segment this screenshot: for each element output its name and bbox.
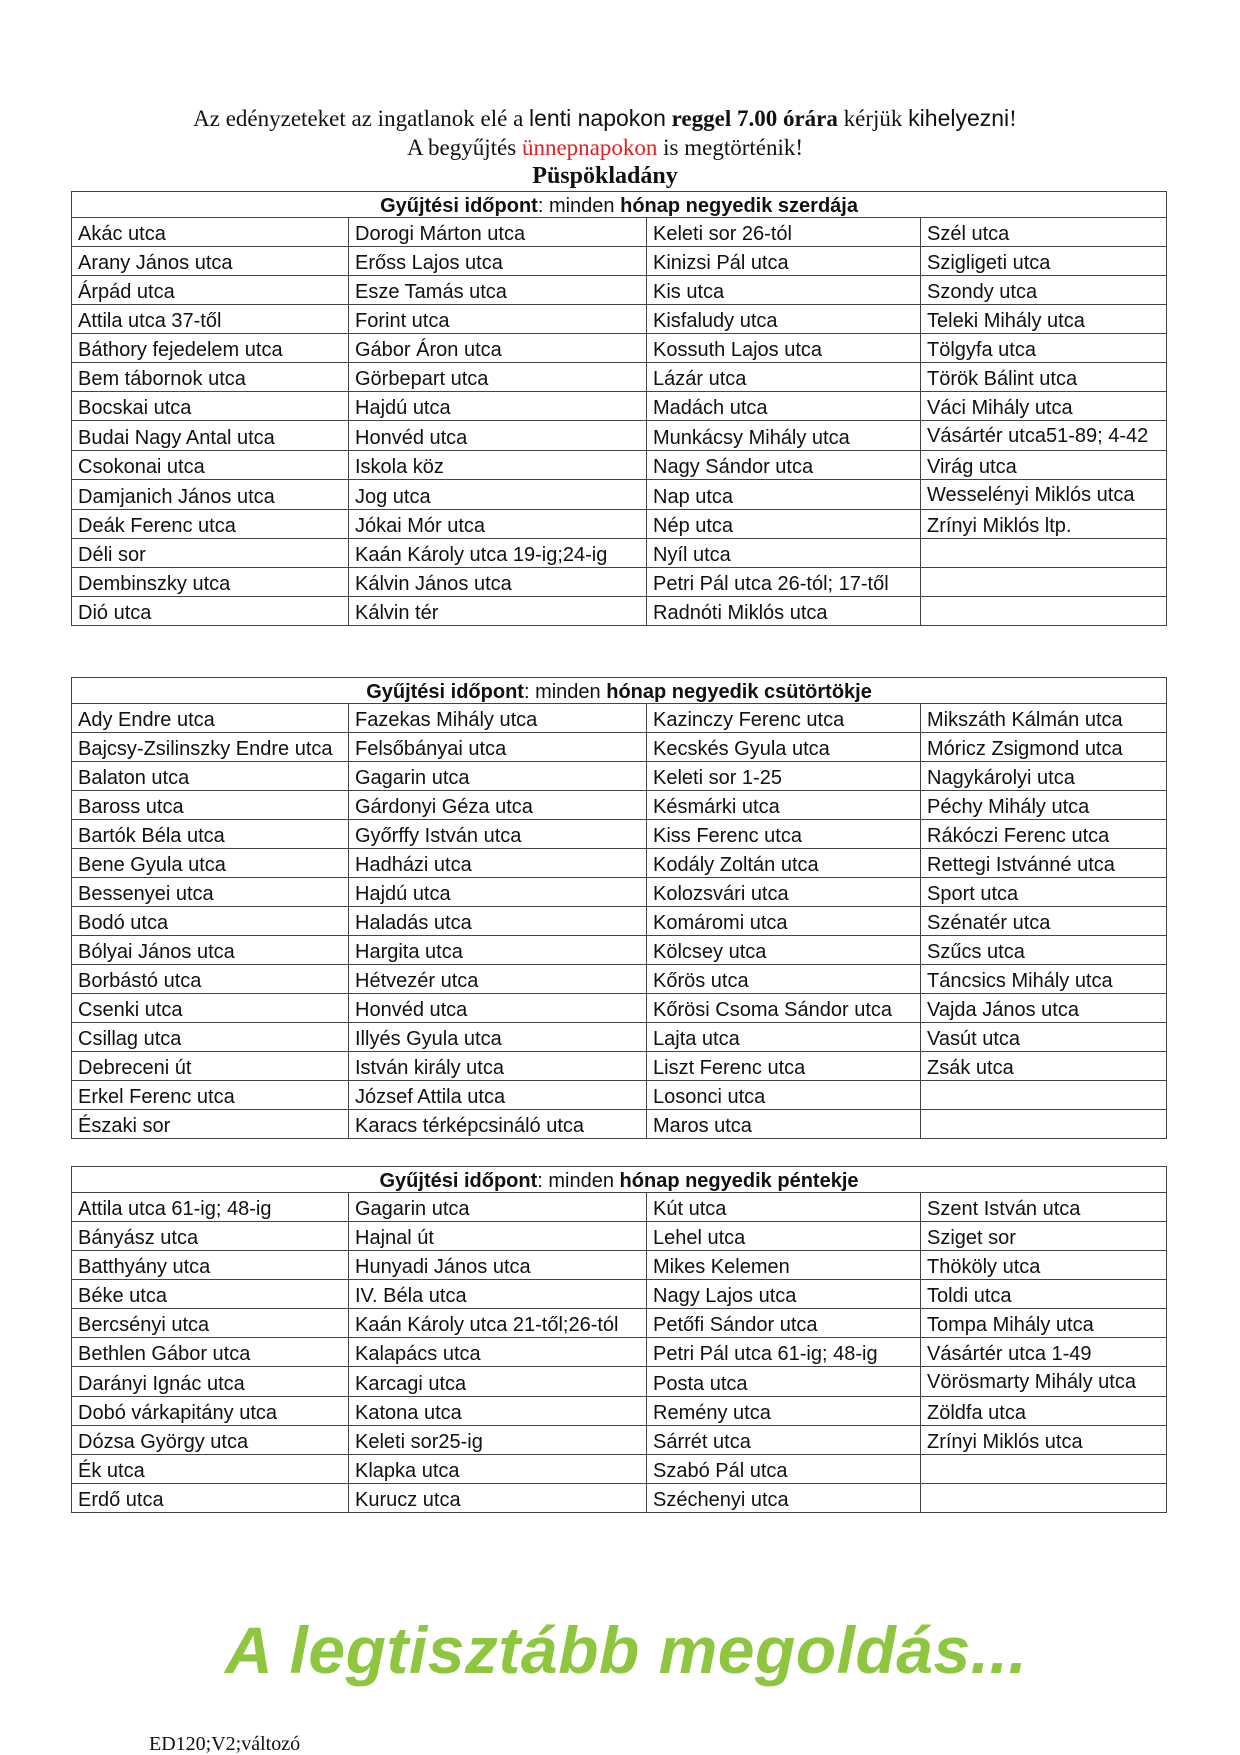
street-cell: Bem tábornok utca <box>72 363 349 392</box>
street-cell: Vörösmarty Mihály utca <box>921 1367 1167 1397</box>
schedule-table-friday <box>71 1166 1167 1513</box>
street-cell: Csillag utca <box>72 1023 349 1052</box>
street-cell: Illyés Gyula utca <box>349 1023 647 1052</box>
street-cell: Kolozsvári utca <box>647 878 921 907</box>
street-cell: Kecskés Gyula utca <box>647 733 921 762</box>
street-cell: Kodály Zoltán utca <box>647 849 921 878</box>
table-row <box>72 878 1167 907</box>
street-cell: Gábor Áron utca <box>349 334 647 363</box>
street-cell: Felsőbányai utca <box>349 733 647 762</box>
table-row <box>72 1110 1167 1139</box>
street-cell: Hajnal út <box>349 1222 647 1251</box>
street-cell: Dózsa György utca <box>72 1426 349 1455</box>
street-cell: Nagykárolyi utca <box>921 762 1167 791</box>
table-row <box>72 1309 1167 1338</box>
street-cell: IV. Béla utca <box>349 1280 647 1309</box>
street-cell: Mikes Kelemen <box>647 1251 921 1280</box>
slogan: A legtisztább megoldás... <box>225 1613 1028 1687</box>
table-row <box>72 392 1167 421</box>
table-row <box>72 218 1167 247</box>
street-cell: Vásártér utca 1-49 <box>921 1338 1167 1367</box>
street-cell: István király utca <box>349 1052 647 1081</box>
street-cell: Darányi Ignác utca <box>72 1367 349 1397</box>
street-cell: Kút utca <box>647 1193 921 1222</box>
street-cell: Nyíl utca <box>647 539 921 568</box>
street-cell: Liszt Ferenc utca <box>647 1052 921 1081</box>
street-cell: Zrínyi Miklós ltp. <box>921 510 1167 539</box>
street-cell: Karcagi utca <box>349 1367 647 1397</box>
street-cell: Kaán Károly utca 21-től;26-tól <box>349 1309 647 1338</box>
street-cell: Deák Ferenc utca <box>72 510 349 539</box>
street-cell: Zöldfa utca <box>921 1397 1167 1426</box>
street-cell: Kálvin János utca <box>349 568 647 597</box>
street-cell: Bartók Béla utca <box>72 820 349 849</box>
street-cell: Posta utca <box>647 1367 921 1397</box>
street-cell: Zrínyi Miklós utca <box>921 1426 1167 1455</box>
table-row <box>72 1023 1167 1052</box>
street-cell: Kurucz utca <box>349 1484 647 1513</box>
table-row <box>72 539 1167 568</box>
street-cell: Iskola köz <box>349 451 647 480</box>
street-cell: Bene Gyula utca <box>72 849 349 878</box>
table-row <box>72 334 1167 363</box>
street-cell: Akác utca <box>72 218 349 247</box>
street-cell <box>921 1455 1167 1484</box>
street-cell: Csenki utca <box>72 994 349 1023</box>
street-cell: Munkácsy Mihály utca <box>647 421 921 451</box>
street-cell: Kőrös utca <box>647 965 921 994</box>
street-cell: Görbepart utca <box>349 363 647 392</box>
street-cell: Zsák utca <box>921 1052 1167 1081</box>
street-cell: Nap utca <box>647 480 921 510</box>
street-cell: Virág utca <box>921 451 1167 480</box>
street-cell: Attila utca 37-től <box>72 305 349 334</box>
street-cell: Szent István utca <box>921 1193 1167 1222</box>
street-cell: Bajcsy-Zsilinszky Endre utca <box>72 733 349 762</box>
street-cell: Rákóczi Ferenc utca <box>921 820 1167 849</box>
street-cell: Radnóti Miklós utca <box>647 597 921 626</box>
street-cell: Kis utca <box>647 276 921 305</box>
table-row <box>72 510 1167 539</box>
street-cell: Ady Endre utca <box>72 704 349 733</box>
street-cell: Győrffy István utca <box>349 820 647 849</box>
table-row <box>72 1426 1167 1455</box>
street-cell: Kinizsi Pál utca <box>647 247 921 276</box>
street-cell: Szénatér utca <box>921 907 1167 936</box>
table-row <box>72 1193 1167 1222</box>
street-cell: Hajdú utca <box>349 392 647 421</box>
street-cell: Losonci utca <box>647 1081 921 1110</box>
street-cell: Petri Pál utca 26-tól; 17-től <box>647 568 921 597</box>
street-cell: Maros utca <box>647 1110 921 1139</box>
table-row <box>72 451 1167 480</box>
table-row <box>72 421 1167 451</box>
street-cell: Toldi utca <box>921 1280 1167 1309</box>
table-row <box>72 1280 1167 1309</box>
street-cell: Kisfaludy utca <box>647 305 921 334</box>
table-row <box>72 1367 1167 1397</box>
table-row <box>72 1251 1167 1280</box>
table-row <box>72 791 1167 820</box>
street-cell: Hadházi utca <box>349 849 647 878</box>
table-row <box>72 276 1167 305</box>
street-cell: Szigligeti utca <box>921 247 1167 276</box>
street-cell: Wesselényi Miklós utca <box>921 480 1167 510</box>
street-cell: Teleki Mihály utca <box>921 305 1167 334</box>
street-cell: Tölgyfa utca <box>921 334 1167 363</box>
street-cell: Sport utca <box>921 878 1167 907</box>
table-row <box>72 1222 1167 1251</box>
street-cell: Csokonai utca <box>72 451 349 480</box>
street-cell: Kölcsey utca <box>647 936 921 965</box>
schedule-table-thursday <box>71 677 1167 1139</box>
street-cell: Déli sor <box>72 539 349 568</box>
street-cell: Kőrösi Csoma Sándor utca <box>647 994 921 1023</box>
street-cell: Kiss Ferenc utca <box>647 820 921 849</box>
table-row <box>72 704 1167 733</box>
table-row <box>72 1455 1167 1484</box>
street-cell: Szondy utca <box>921 276 1167 305</box>
street-cell: Hunyadi János utca <box>349 1251 647 1280</box>
street-cell: Lajta utca <box>647 1023 921 1052</box>
street-cell: Vasút utca <box>921 1023 1167 1052</box>
street-cell <box>921 539 1167 568</box>
street-cell: Thököly utca <box>921 1251 1167 1280</box>
street-cell: Bólyai János utca <box>72 936 349 965</box>
street-cell: Késmárki utca <box>647 791 921 820</box>
street-cell: Mikszáth Kálmán utca <box>921 704 1167 733</box>
table-row <box>72 568 1167 597</box>
street-cell: Gárdonyi Géza utca <box>349 791 647 820</box>
street-cell: Dorogi Márton utca <box>349 218 647 247</box>
table-row <box>72 1484 1167 1513</box>
street-cell: Nagy Lajos utca <box>647 1280 921 1309</box>
street-cell: Bethlen Gábor utca <box>72 1338 349 1367</box>
street-cell: Petri Pál utca 61-ig; 48-ig <box>647 1338 921 1367</box>
street-cell <box>921 568 1167 597</box>
street-cell: Móricz Zsigmond utca <box>921 733 1167 762</box>
street-cell: Gagarin utca <box>349 762 647 791</box>
street-cell: Damjanich János utca <box>72 480 349 510</box>
city-title: Püspökladány <box>532 163 678 189</box>
street-cell: Keleti sor 26-tól <box>647 218 921 247</box>
street-cell: Remény utca <box>647 1397 921 1426</box>
street-cell: Árpád utca <box>72 276 349 305</box>
street-cell: Dembinszky utca <box>72 568 349 597</box>
street-cell: Dió utca <box>72 597 349 626</box>
street-cell: Baross utca <box>72 791 349 820</box>
table-row <box>72 965 1167 994</box>
street-cell: Erkel Ferenc utca <box>72 1081 349 1110</box>
table-row <box>72 907 1167 936</box>
table-row <box>72 247 1167 276</box>
footer-code: ED120;V2;változó <box>149 1733 301 1755</box>
schedule-table-wednesday <box>71 191 1167 626</box>
street-cell: Attila utca 61-ig; 48-ig <box>72 1193 349 1222</box>
street-cell: Béke utca <box>72 1280 349 1309</box>
street-cell: Hétvezér utca <box>349 965 647 994</box>
table-row <box>72 762 1167 791</box>
street-cell: Bocskai utca <box>72 392 349 421</box>
street-cell: Lehel utca <box>647 1222 921 1251</box>
street-cell: József Attila utca <box>349 1081 647 1110</box>
street-cell: Vásártér utca51-89; 4-42 <box>921 421 1167 451</box>
table-row <box>72 1338 1167 1367</box>
street-cell: Szűcs utca <box>921 936 1167 965</box>
street-cell: Erőss Lajos utca <box>349 247 647 276</box>
street-cell: Madách utca <box>647 392 921 421</box>
schedule-header: Gyűjtési időpont: minden hónap negyedik csütörtökje <box>72 678 1167 704</box>
street-cell <box>921 1081 1167 1110</box>
table-row <box>72 849 1167 878</box>
street-cell: Forint utca <box>349 305 647 334</box>
intro-line-2: A begyűjtés ünnepnapokon is megtörténik! <box>406 135 804 160</box>
schedule-header: Gyűjtési időpont: minden hónap negyedik péntekje <box>72 1167 1167 1193</box>
street-cell: Sárrét utca <box>647 1426 921 1455</box>
street-cell: Keleti sor25-ig <box>349 1426 647 1455</box>
street-cell: Petőfi Sándor utca <box>647 1309 921 1338</box>
street-cell: Rettegi Istvánné utca <box>921 849 1167 878</box>
street-cell: Dobó várkapitány utca <box>72 1397 349 1426</box>
street-cell: Ék utca <box>72 1455 349 1484</box>
table-row <box>72 936 1167 965</box>
street-cell: Katona utca <box>349 1397 647 1426</box>
street-cell: Bercsényi utca <box>72 1309 349 1338</box>
street-cell: Hargita utca <box>349 936 647 965</box>
street-cell: Nagy Sándor utca <box>647 451 921 480</box>
street-cell: Fazekas Mihály utca <box>349 704 647 733</box>
table-row <box>72 1397 1167 1426</box>
street-cell: Nép utca <box>647 510 921 539</box>
street-cell: Péchy Mihály utca <box>921 791 1167 820</box>
street-cell: Jókai Mór utca <box>349 510 647 539</box>
street-cell: Balaton utca <box>72 762 349 791</box>
street-cell: Budai Nagy Antal utca <box>72 421 349 451</box>
intro-line-1: Az edényzeteket az ingatlanok elé a lenti napokon reggel 7.00 órára kérjük kihelyezni! <box>193 105 1017 131</box>
street-cell: Borbástó utca <box>72 965 349 994</box>
street-cell: Hajdú utca <box>349 878 647 907</box>
street-cell: Karacs térképcsináló utca <box>349 1110 647 1139</box>
street-cell: Arany János utca <box>72 247 349 276</box>
street-cell: Honvéd utca <box>349 994 647 1023</box>
street-cell: Sziget sor <box>921 1222 1167 1251</box>
table-row <box>72 820 1167 849</box>
street-cell: Kalapács utca <box>349 1338 647 1367</box>
street-cell: Bányász utca <box>72 1222 349 1251</box>
street-cell: Gagarin utca <box>349 1193 647 1222</box>
street-cell: Bodó utca <box>72 907 349 936</box>
street-cell: Kálvin tér <box>349 597 647 626</box>
street-cell <box>921 1110 1167 1139</box>
street-cell: Erdő utca <box>72 1484 349 1513</box>
street-cell: Széchenyi utca <box>647 1484 921 1513</box>
street-cell: Jog utca <box>349 480 647 510</box>
street-cell: Haladás utca <box>349 907 647 936</box>
street-cell: Kaán Károly utca 19-ig;24-ig <box>349 539 647 568</box>
street-cell <box>921 1484 1167 1513</box>
table-row <box>72 597 1167 626</box>
street-cell: Szabó Pál utca <box>647 1455 921 1484</box>
schedule-header: Gyűjtési időpont: minden hónap negyedik szerdája <box>72 192 1167 218</box>
street-cell: Klapka utca <box>349 1455 647 1484</box>
street-cell: Bessenyei utca <box>72 878 349 907</box>
street-cell: Váci Mihály utca <box>921 392 1167 421</box>
table-row <box>72 1052 1167 1081</box>
street-cell: Keleti sor 1-25 <box>647 762 921 791</box>
table-row <box>72 994 1167 1023</box>
street-cell: Lázár utca <box>647 363 921 392</box>
street-cell: Északi sor <box>72 1110 349 1139</box>
street-cell: Táncsics Mihály utca <box>921 965 1167 994</box>
street-cell: Tompa Mihály utca <box>921 1309 1167 1338</box>
street-cell: Báthory fejedelem utca <box>72 334 349 363</box>
street-cell: Debreceni út <box>72 1052 349 1081</box>
street-cell: Batthyány utca <box>72 1251 349 1280</box>
table-row <box>72 1081 1167 1110</box>
table-row <box>72 305 1167 334</box>
street-cell: Kossuth Lajos utca <box>647 334 921 363</box>
street-cell: Esze Tamás utca <box>349 276 647 305</box>
street-cell: Szél utca <box>921 218 1167 247</box>
street-cell: Vajda János utca <box>921 994 1167 1023</box>
table-row <box>72 733 1167 762</box>
table-row <box>72 480 1167 510</box>
table-row <box>72 363 1167 392</box>
street-cell <box>921 597 1167 626</box>
street-cell: Kazinczy Ferenc utca <box>647 704 921 733</box>
street-cell: Török Bálint utca <box>921 363 1167 392</box>
street-cell: Komáromi utca <box>647 907 921 936</box>
street-cell: Honvéd utca <box>349 421 647 451</box>
